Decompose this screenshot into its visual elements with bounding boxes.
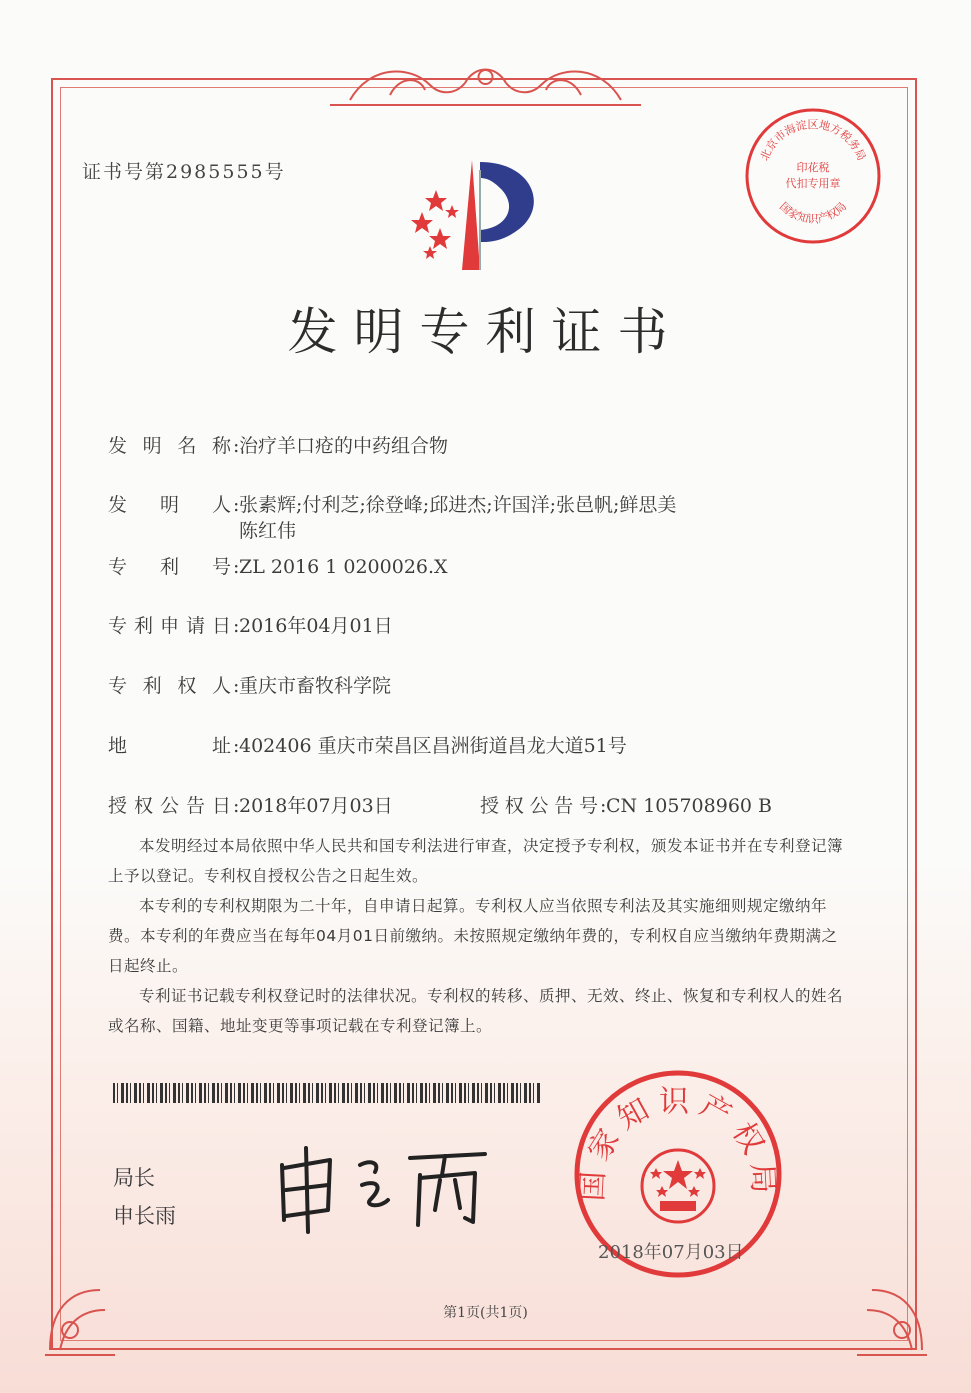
certificate-statement xyxy=(108,831,844,1041)
inventors-row: 发明人 :张素辉;付利芝;徐登峰;邱进杰;许国洋;张邑帆;鲜思美 xyxy=(108,490,676,517)
inventors-value-line2: 陈红伟 xyxy=(239,520,297,542)
grant-number-value: CN 105708960 B xyxy=(606,795,772,817)
filing-date-value: 2016年04月01日 xyxy=(239,615,393,637)
grant-date-row: 授权公告日 :2018年07月03日 xyxy=(108,791,393,818)
grant-date-label: 授权公告日 xyxy=(108,795,231,817)
grant-number-row: 授权公告号 :CN 105708960 B xyxy=(480,791,772,818)
national-emblem-icon xyxy=(642,1150,714,1222)
patentee-value: 重庆市畜牧科学院 xyxy=(239,675,392,697)
inventors-value-line1: 张素辉;付利芝;徐登峰;邱进杰;许国洋;张邑帆;鲜思美 xyxy=(239,494,677,516)
page-number: 第1页(共1页) xyxy=(443,1305,528,1321)
statement-paragraph: 本发明经过本局依照中华人民共和国专利法进行审查，决定授予专利权，颁发本证书并在专利登记簿上予以登记。专利权自授权公告之日起生效。 xyxy=(108,837,844,885)
filing-date-label: 专利申请日 xyxy=(108,615,231,637)
tax-stamp-ring-text: 北京市海淀区地方税务局 xyxy=(757,118,869,163)
patent-number-value: ZL 2016 1 0200026.X xyxy=(239,556,448,578)
filing-date-row: 专利申请日 :2016年04月01日 xyxy=(108,611,393,638)
director-signature xyxy=(270,1140,500,1235)
statement-paragraph: 本专利的专利权期限为二十年，自申请日起算。专利权人应当依照专利法及其实施细则规定缴纳年费。本专利的年费应当在每年04月01日前缴纳。未按照规定缴纳年费的，专利权自应当缴纳年费期满之日起终止。 xyxy=(108,897,838,975)
invention-name-row: 发明名称 :治疗羊口疮的中药组合物 xyxy=(108,431,448,458)
patent-number-label: 专利号 xyxy=(108,556,231,578)
address-row: 地址 :402406 重庆市荣昌区昌洲街道昌龙大道51号 xyxy=(108,731,627,758)
tax-stamp-line2: 代扣专用章 xyxy=(785,177,841,190)
grant-number-label: 授权公告号 xyxy=(480,795,598,817)
director-name: 申长雨 xyxy=(113,1204,176,1228)
patentee-label: 专利权人 xyxy=(108,675,231,697)
invention-name-value: 治疗羊口疮的中药组合物 xyxy=(239,435,449,457)
inventors-label: 发明人 xyxy=(108,494,231,516)
patent-number-row: 专利号 :ZL 2016 1 0200026.X xyxy=(108,552,448,579)
official-seal-text: 国家知识产权局 xyxy=(575,1084,781,1203)
address-value: 402406 重庆市荣昌区昌洲街道昌龙大道51号 xyxy=(239,735,627,757)
cnipa-logo-icon xyxy=(400,150,560,272)
address-label: 地址 xyxy=(108,735,231,757)
grant-date-value: 2018年07月03日 xyxy=(239,795,393,817)
certificate-title: 发明专利证书 xyxy=(287,303,684,361)
top-ornament xyxy=(330,55,641,110)
tax-stamp-bottom-text: 国家知识产权局 xyxy=(776,199,850,226)
tax-stamp-seal xyxy=(740,103,886,249)
certificate-number: 证书号第2985555号 xyxy=(82,161,286,183)
seal-date: 2018年07月03日 xyxy=(598,1242,744,1263)
patentee-row: 专利权人 :重庆市畜牧科学院 xyxy=(108,671,391,698)
tax-stamp-line1: 印花税 xyxy=(796,161,830,174)
svg-text:国家知识产权局 xyxy=(777,200,849,226)
statement-paragraph: 专利证书记载专利权登记时的法律状况。专利权的转移、质押、无效、终止、恢复和专利权人的姓名或名称、国籍、地址变更等事项记载在专利登记簿上。 xyxy=(108,987,844,1035)
barcode xyxy=(113,1083,540,1103)
director-title: 局长 xyxy=(113,1166,155,1190)
invention-name-label: 发明名称 xyxy=(108,435,231,457)
